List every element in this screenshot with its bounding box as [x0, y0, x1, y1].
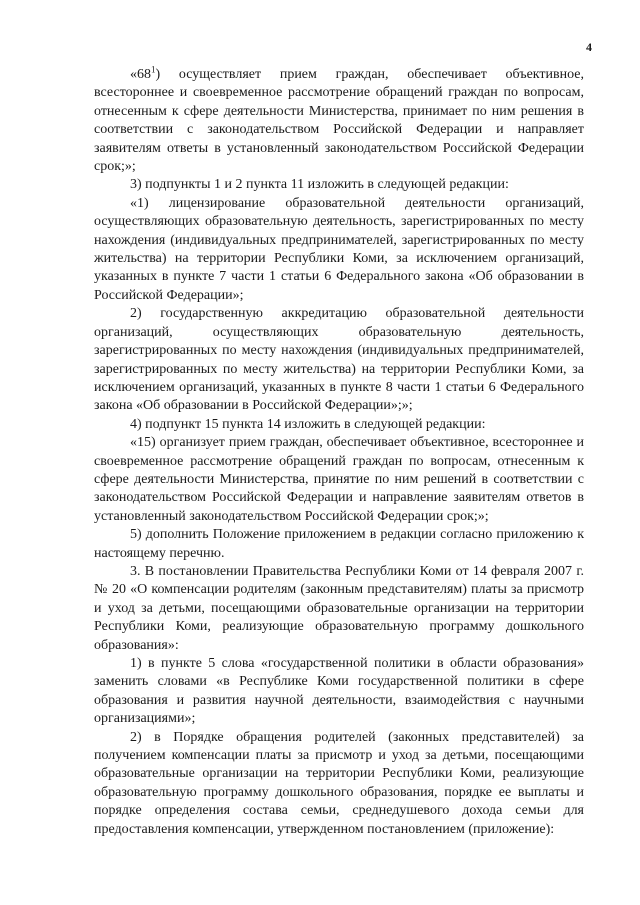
paragraph-subitem-5: 5) дополнить Положение приложением в редакции согласно приложению к настоящему перечню.	[94, 527, 584, 561]
paragraph-section-3-subitem-1: 1) в пункте 5 слова «государственной политики в области образования» заменить словами «в Республике Коми государственной политики в сфере образования и развития научной деятельности, взаимодействия с научными организациями»;	[94, 656, 584, 727]
paragraph-text: ) осуществляет прием граждан, обеспечивает объективное, всестороннее и своевременное рассмотрение обращений граждан по вопросам, отнесенным к сфере деятельности Министерства, принимает по ним решения в соответствии с законодательством Российской Федерации и направляет заявителям ответы в установленный законодательством Российской Федерации срок;»;	[94, 67, 584, 175]
paragraph-licensing: «1) лицензирование образовательной деятельности организаций, осуществляющих образовательную деятельность, зарегистрированных по месту нахождения (индивидуальных предпринимателей, зарегистрированных по месту жительства) на территории Республики Коми, за исключением организаций, указанных в пункте 7 части 1 статьи 6 Федерального закона «Об образовании в Российской Федерации»;	[94, 195, 584, 303]
paragraph-accreditation: 2) государственную аккредитацию образовательной деятельности организаций, осуществляющих образовательную деятельность, зарегистрированных по месту нахождения (индивидуальных предпринимателей, зарегистрированных по месту жительства) на территории Республики Коми, за исключением организаций, указанных в пункте 8 части 1 статьи 6 Федерального закона «Об образовании в Российской Федерации»;»;	[94, 306, 584, 414]
paragraph-section-3-subitem-2: 2) в Порядке обращения родителей (законных представителей) за получением компенсации платы за присмотр и уход за детьми, посещающими образовательные организации на территории Республики Коми, реализующие образовательную программу дошкольного образования, порядке ее выплаты и порядке определения состава семьи, среднедушевого дохода семьи для предоставления компенсации, утвержденном постановлением (приложение):	[94, 729, 584, 837]
paragraph-item-68-1	[94, 66, 584, 176]
superscript: 1	[151, 64, 156, 75]
paragraph-section-3: 3. В постановлении Правительства Республики Коми от 14 февраля 2007 г. № 20 «О компенсации родителям (законным представителям) платы за присмотр и уход за детьми, посещающими образовательные организации на территории Республики Коми, реализующие образовательную программу дошкольного образования»:	[94, 563, 584, 653]
paragraph-subitem-3: 3) подпункты 1 и 2 пункта 11 изложить в следующей редакции:	[130, 177, 509, 193]
paragraph-text: «68	[130, 67, 151, 82]
document-body	[94, 66, 584, 839]
paragraph-item-15: «15) организует прием граждан, обеспечивает объективное, всестороннее и своевременное рассмотрение обращений граждан по вопросам, отнесенным к сфере деятельности Министерства, принятие по ним решений в соответствии с законодательством Российской Федерации и направление заявителям ответов в установленный законодательством Российской Федерации срок;»;	[94, 435, 584, 524]
paragraph-subitem-4: 4) подпункт 15 пункта 14 изложить в следующей редакции:	[130, 416, 486, 432]
page-number: 4	[586, 40, 592, 54]
